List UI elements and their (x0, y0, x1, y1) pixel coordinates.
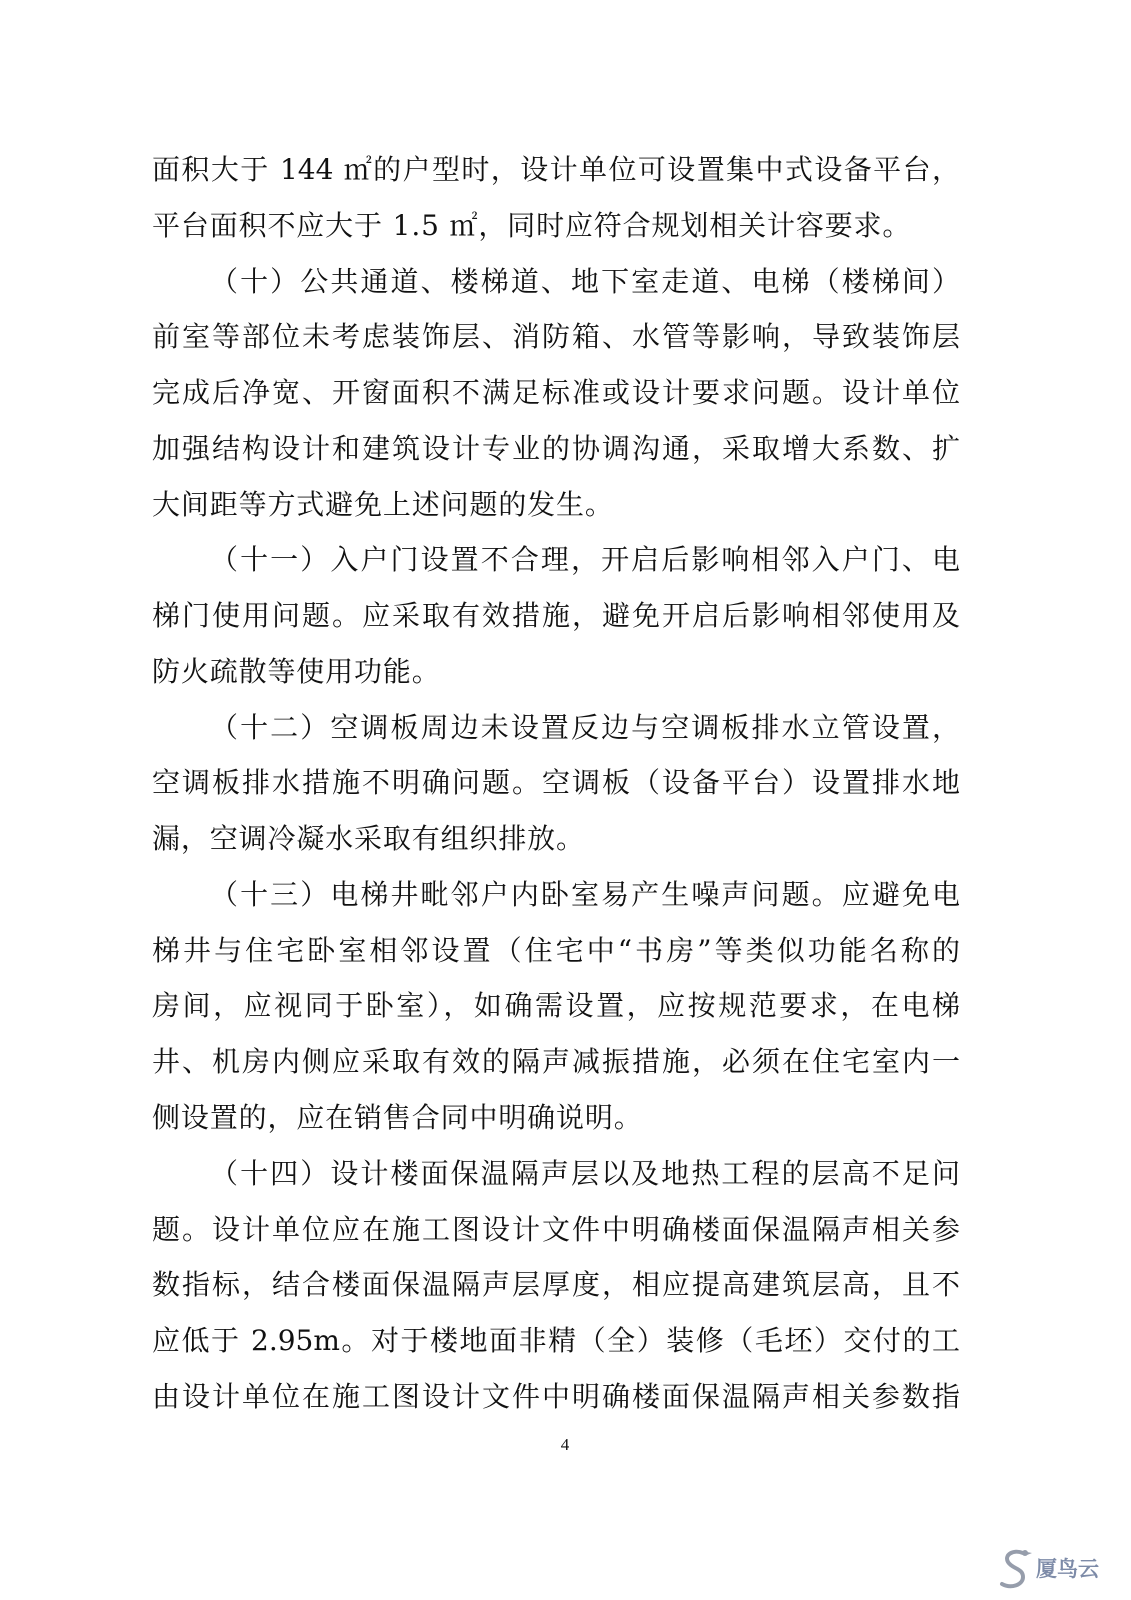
text-line: 由设计单位在施工图设计文件中明确楼面保温隔声相关参数指 (152, 1379, 960, 1413)
text-line: 面积大于 144 ㎡的户型时，设计单位可设置集中式设备平台， (152, 153, 960, 186)
text-line: 加强结构设计和建筑设计专业的协调沟通，采取增大系数、扩 (152, 431, 960, 465)
text-line: 大间距等方式避免上述问题的发生。 (152, 487, 614, 521)
text-line: 完成后净宽、开窗面积不满足标准或设计要求问题。设计单位 (152, 376, 960, 410)
page-number: 4 (560, 1435, 570, 1454)
watermark-logo (996, 1546, 1120, 1594)
text-line: 漏，空调冷凝水采取有组织排放。 (152, 822, 585, 856)
text-line: 井、机房内侧应采取有效的隔声减振措施，必须在住宅室内一 (152, 1045, 960, 1079)
text-line: 应低于 2.95m。对于楼地面非精（全）装修（毛坯）交付的工 (152, 1324, 960, 1358)
paragraph-item-12 (152, 700, 960, 867)
text-line: （十）公共通道、楼梯道、地下室走道、电梯（楼梯间） (210, 264, 960, 298)
text-line: 前室等部位未考虑装饰层、消防箱、水管等影响，导致装饰层 (152, 320, 960, 354)
text-line: 梯门使用问题。应采取有效措施，避免开启后影响相邻使用及 (152, 599, 960, 633)
bird-logo-icon (996, 1546, 1034, 1592)
text-line: （十三）电梯井毗邻户内卧室易产生噪声问题。应避免电 (210, 877, 960, 911)
text-line: 侧设置的，应在销售合同中明确说明。 (152, 1101, 643, 1135)
paragraph-continued (152, 142, 960, 254)
text-line: 防火疏散等使用功能。 (152, 654, 441, 688)
text-line: 数指标，结合楼面保温隔声层厚度，相应提高建筑层高，且不 (152, 1268, 960, 1302)
paragraph-item-11 (152, 532, 960, 699)
text-line: （十一）入户门设置不合理，开启后影响相邻入户门、电 (210, 543, 960, 577)
text-line: （十二）空调板周边未设置反边与空调板排水立管设置， (210, 710, 960, 744)
text-line: （十四）设计楼面保温隔声层以及地热工程的层高不足问 (210, 1156, 960, 1190)
paragraph-item-13 (152, 867, 960, 1146)
text-line: 题。设计单位应在施工图设计文件中明确楼面保温隔声相关参 (152, 1212, 960, 1246)
text-line: 房间，应视同于卧室），如确需设置，应按规范要求，在电梯 (152, 989, 960, 1023)
text-line: 平台面积不应大于 1.5 ㎡，同时应符合规划相关计容要求。 (152, 208, 912, 242)
watermark-logo-text: 厦鸟云 (1036, 1557, 1099, 1581)
text-line: 空调板排水措施不明确问题。空调板（设备平台）设置排水地 (152, 766, 960, 800)
body-text (152, 142, 960, 1425)
text-line: 梯井与住宅卧室相邻设置（住宅中“书房”等类似功能名称的 (152, 933, 960, 967)
paragraph-item-10 (152, 254, 960, 533)
paragraph-item-14 (152, 1146, 960, 1425)
